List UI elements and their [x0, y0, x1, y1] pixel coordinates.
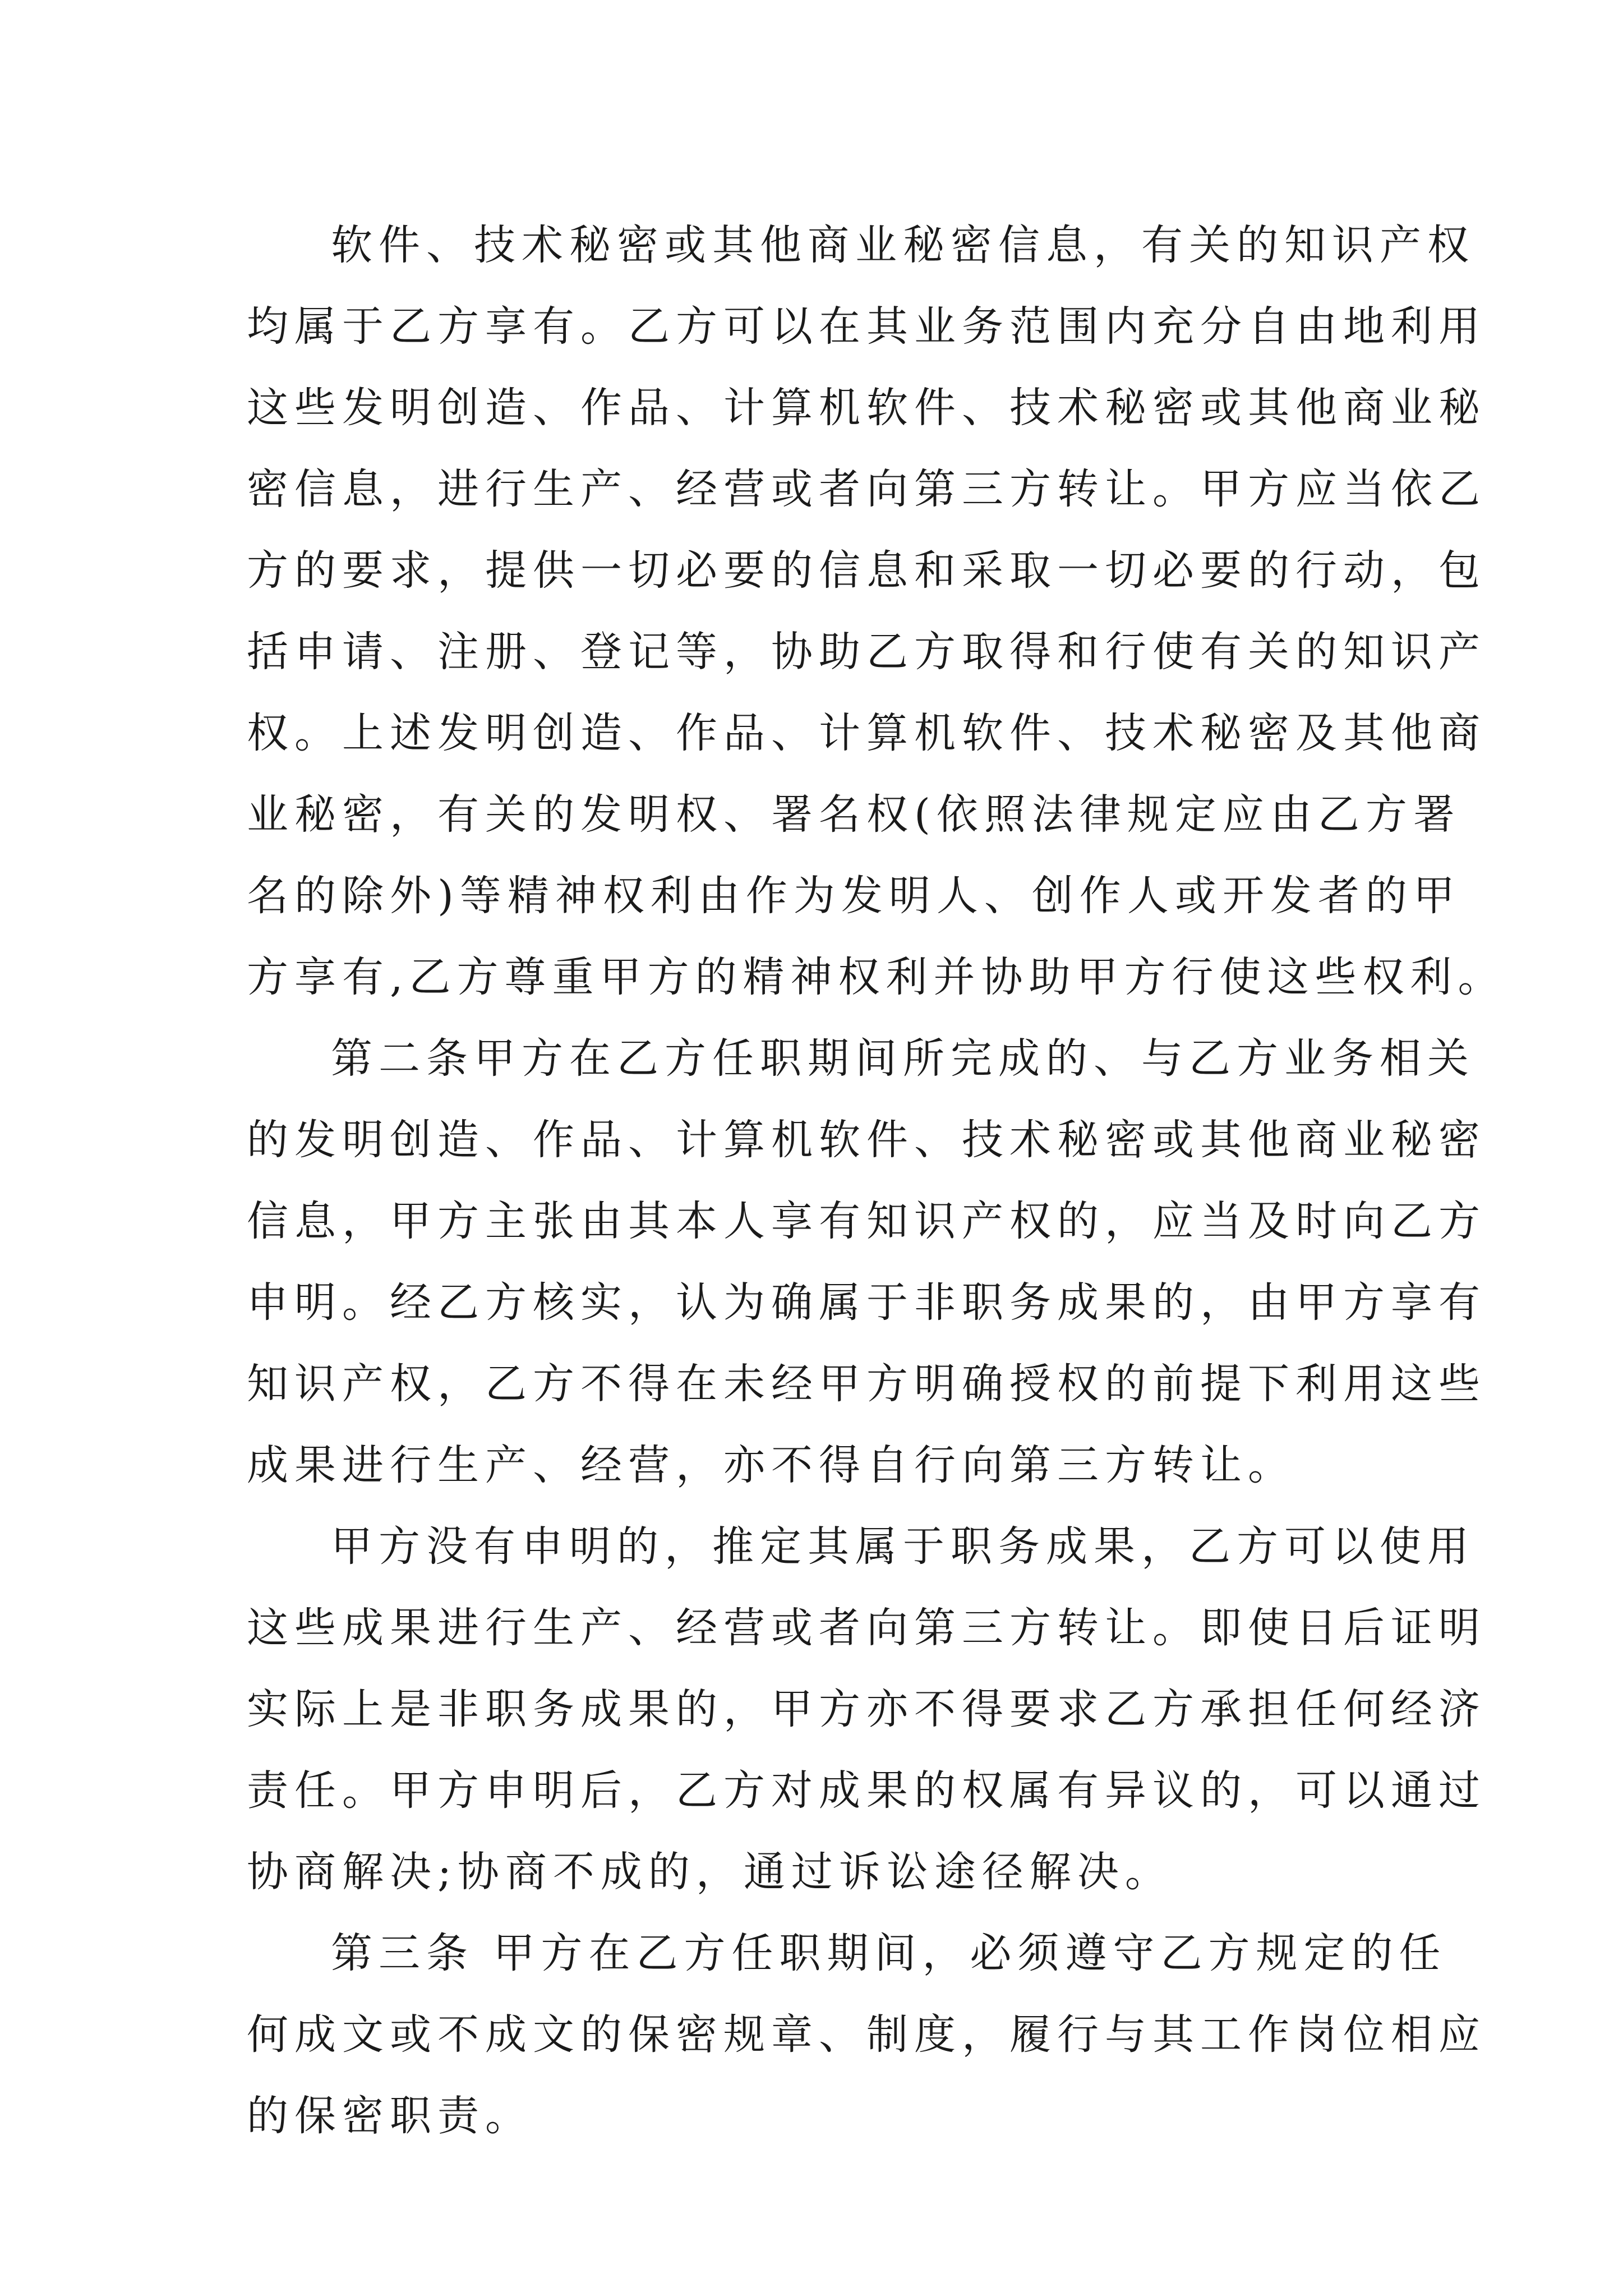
- text-line: 这些发明创造、作品、计算机软件、技术秘密或其他商业秘: [247, 384, 1486, 432]
- text-line: 成果进行生产、经营，亦不得自行向第三方转让。: [247, 1441, 1295, 1489]
- text-line: 信息，甲方主张由其本人享有知识产权的，应当及时向乙方: [247, 1197, 1486, 1245]
- text-line: 这些成果进行生产、经营或者向第三方转让。即使日后证明: [247, 1604, 1486, 1652]
- text-line: 何成文或不成文的保密规章、制度，履行与其工作岗位相应: [247, 2010, 1486, 2059]
- text-line: 甲方没有申明的，推定其属于职务成果，乙方可以使用: [331, 1522, 1475, 1571]
- text-line: 第三条 甲方在乙方任职期间，必须遵守乙方规定的任: [331, 1929, 1447, 1977]
- text-line: 权。上述发明创造、作品、计算机软件、技术秘密及其他商: [247, 709, 1486, 757]
- text-line: 第二条甲方在乙方任职期间所完成的、与乙方业务相关: [331, 1034, 1475, 1083]
- text-line: 申明。经乙方核实，认为确属于非职务成果的，由甲方享有: [247, 1278, 1486, 1327]
- text-line: 软件、技术秘密或其他商业秘密信息，有关的知识产权: [331, 221, 1475, 269]
- text-line: 的保密职责。: [247, 2092, 533, 2140]
- text-line: 的发明创造、作品、计算机软件、技术秘密或其他商业秘密: [247, 1116, 1486, 1164]
- text-line: 均属于乙方享有。乙方可以在其业务范围内充分自由地利用: [247, 302, 1486, 351]
- document-body: [247, 205, 1506, 2157]
- text-line: 知识产权，乙方不得在未经甲方明确授权的前提下利用这些: [247, 1360, 1486, 1408]
- text-line: 实际上是非职务成果的，甲方亦不得要求乙方承担任何经济: [247, 1685, 1486, 1733]
- text-line: 协商解决;协商不成的，通过诉讼途径解决。: [247, 1848, 1173, 1896]
- text-line: 业秘密，有关的发明权、署名权(依照法律规定应由乙方署: [247, 790, 1461, 839]
- text-line: 密信息，进行生产、经营或者向第三方转让。甲方应当依乙: [247, 465, 1486, 513]
- text-line: 方的要求，提供一切必要的信息和采取一切必要的行动，包: [247, 546, 1486, 595]
- text-line: 名的除外)等精神权利由作为发明人、创作人或开发者的甲: [247, 872, 1461, 920]
- text-line: 责任。甲方申明后，乙方对成果的权属有异议的，可以通过: [247, 1766, 1486, 1815]
- text-line: 括申请、注册、登记等，协助乙方取得和行使有关的知识产: [247, 628, 1486, 676]
- text-line: 方享有,乙方尊重甲方的精神权利并协助甲方行使这些权利。: [247, 953, 1506, 1001]
